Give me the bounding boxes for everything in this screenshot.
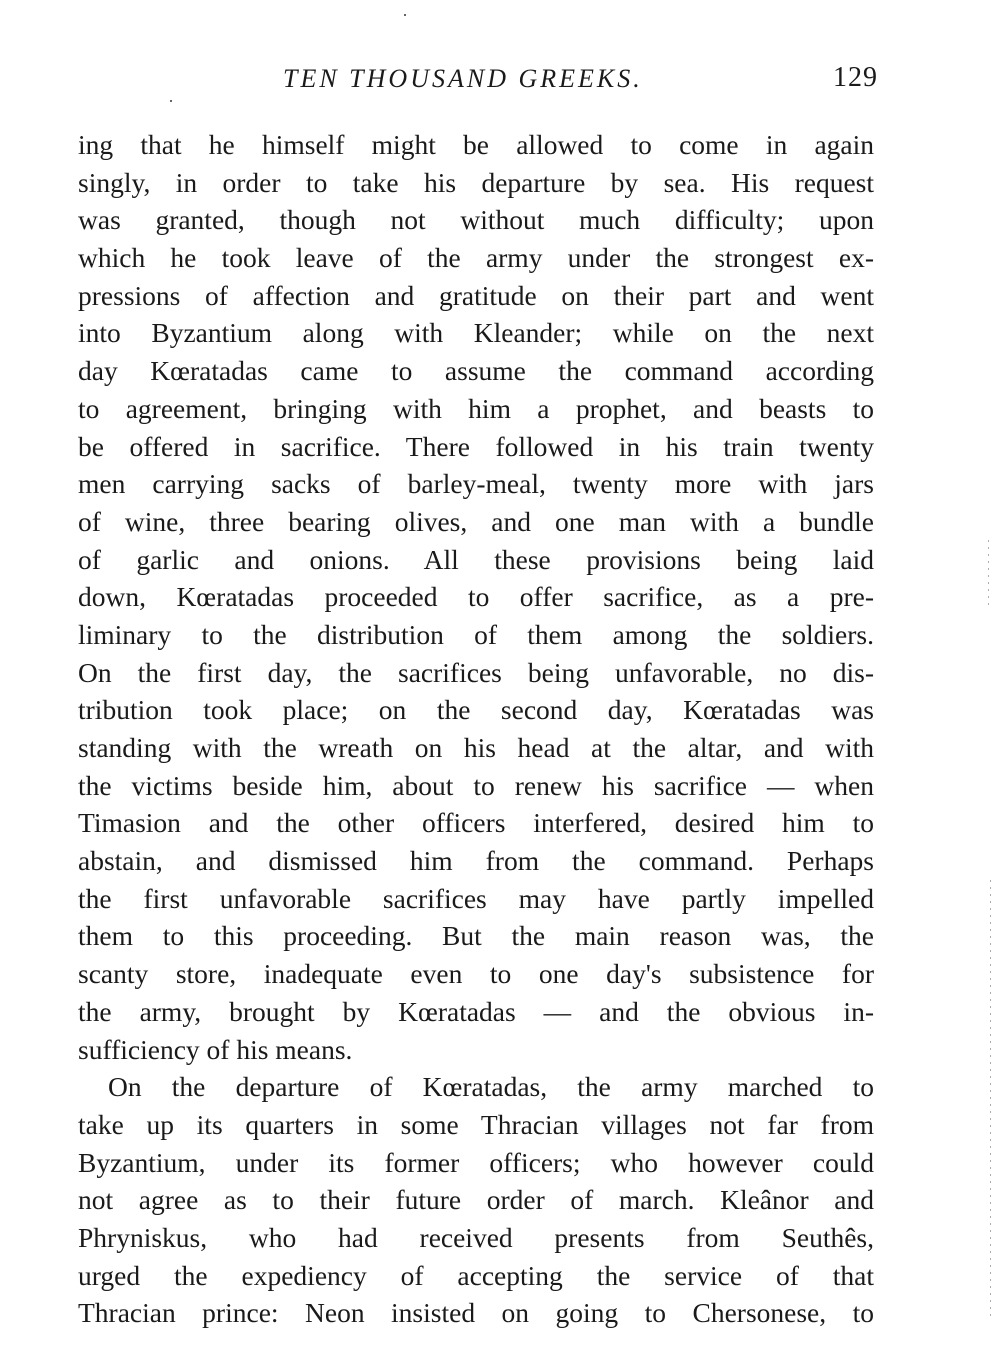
text-line: to agreement, bringing with him a prophet, and beasts to [78, 392, 874, 424]
text-line: singly, in order to take his departure by sea. His request [78, 166, 874, 198]
text-line: men carrying sacks of barley-meal, twenty more with jars [78, 468, 874, 500]
text-line: of garlic and onions. All these provisions being laid [78, 543, 874, 575]
text-line: them to this proceeding. But the main reason was, the [78, 920, 874, 952]
text-line: scanty store, inadequate even to one day's subsistence for [78, 958, 874, 990]
print-speck [404, 14, 406, 16]
running-title: TEN THOUSAND GREEKS. [283, 64, 643, 93]
text-line: take up its quarters in some Thracian villages not far from [78, 1108, 874, 1140]
text-line: the army, brought by Kœratadas — and the obvious in- [78, 995, 874, 1027]
running-head [78, 60, 878, 100]
text-line: urged the expediency of accepting the service of that [78, 1259, 874, 1291]
text-line: into Byzantium along with Kleander; while on the next [78, 317, 874, 349]
paragraph-2 [78, 1068, 874, 1332]
text-line: pressions of affection and gratitude on their part and went [78, 279, 874, 311]
text-line: abstain, and dismissed him from the command. Perhaps [78, 845, 874, 877]
text-line: tribution took place; on the second day, Kœratadas was [78, 694, 874, 726]
text-line: be offered in sacrifice. There followed in his train twenty [78, 430, 874, 462]
text-line: down, Kœratadas proceeded to offer sacrifice, as a pre- [78, 581, 874, 613]
text-line: On the departure of Kœratadas, the army marched to [108, 1071, 874, 1103]
text-line: liminary to the distribution of them among the soldiers. [78, 618, 874, 650]
text-line: Thracian prince: Neon insisted on going to Chersonese, to [78, 1297, 874, 1329]
text-line: standing with the wreath on his head at the altar, and with [78, 732, 874, 763]
paragraph-1 [78, 126, 874, 1068]
text-line: Byzantium, under its former officers; who however could [78, 1146, 874, 1178]
text-line: the first unfavorable sacrifices may have partly impelled [78, 882, 874, 914]
text-line: of wine, three bearing olives, and one man with a bundle [78, 505, 874, 537]
page-number: 129 [833, 62, 878, 93]
text-line: sufficiency of his means. [78, 1033, 353, 1065]
text-line: was granted, though not without much difficulty; upon [78, 204, 874, 236]
text-line: which he took leave of the army under the strongest ex- [78, 242, 874, 274]
scan-edge-noise [990, 880, 991, 1320]
text-line: day Kœratadas came to assume the command according [78, 355, 874, 387]
text-line: On the first day, the sacrifices being unfavorable, no dis- [78, 656, 874, 688]
scan-edge-noise [988, 540, 989, 610]
text-line: Phryniskus, who had received presents from Seuthês, [78, 1221, 874, 1253]
text-line: not agree as to their future order of march. Kleânor and [78, 1184, 874, 1216]
text-line: the victims beside him, about to renew his sacrifice — when [78, 769, 874, 801]
text-line: ing that he himself might be allowed to come in again [78, 129, 874, 160]
body-text [78, 126, 874, 1332]
text-line: Timasion and the other officers interfered, desired him to [78, 807, 874, 839]
print-speck [170, 100, 172, 102]
